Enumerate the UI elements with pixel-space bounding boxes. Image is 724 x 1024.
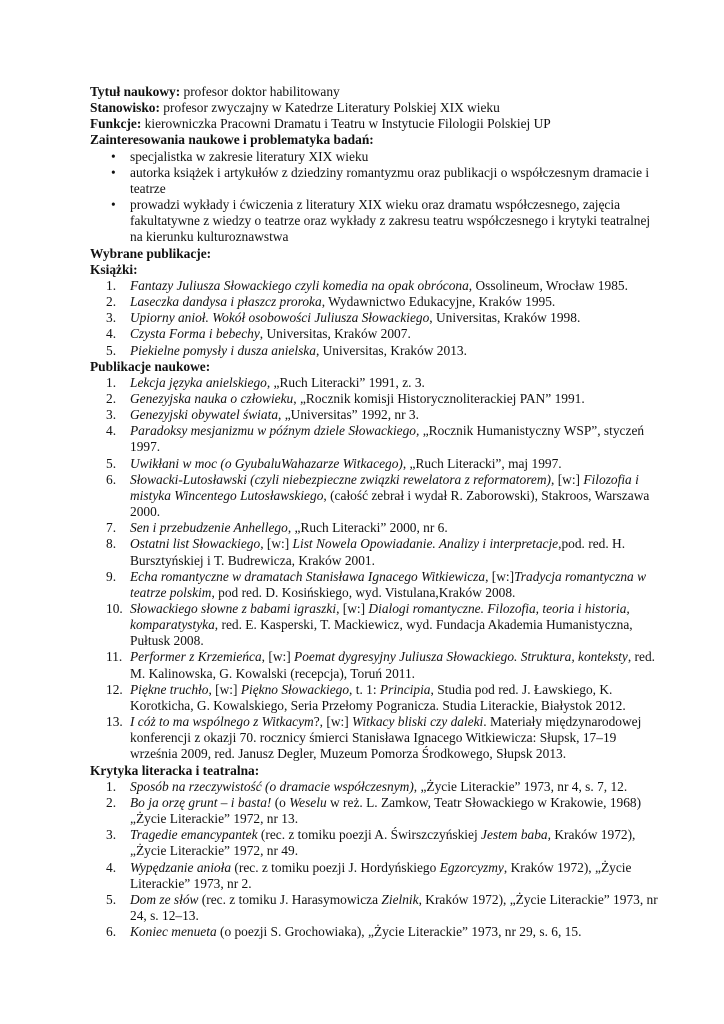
item-text: , [w:] bbox=[336, 601, 369, 616]
item-text: (rec. z tomiku poezji J. Hordyńskiego bbox=[231, 859, 440, 875]
item-title: Ostatni list Słowackiego bbox=[130, 536, 261, 552]
item-text: , [w:] bbox=[208, 681, 241, 697]
item-number: 8. bbox=[106, 536, 117, 552]
item-number: 3. bbox=[106, 407, 117, 423]
item-text: , [w:] bbox=[261, 649, 295, 665]
item-title: Witkacy bliski czy daleki bbox=[352, 714, 484, 730]
item-title: Lekcja języka anielskiego bbox=[130, 374, 267, 390]
item-title: Piękno Słowackiego bbox=[240, 681, 350, 697]
item-text: , red. M. Kalinowska, G. Kowalski (recepcja), Toruń 2011. bbox=[130, 649, 656, 681]
title-line bbox=[90, 84, 664, 100]
item-text: , „Ruch Literacki”, maj 1997. bbox=[402, 455, 562, 471]
item-number: 5. bbox=[106, 455, 117, 471]
item-number: 4. bbox=[106, 423, 117, 439]
item-number: 2. bbox=[106, 390, 117, 406]
item-title: Echa romantyczne w dramatach Stanisława Ignacego Witkiewicza bbox=[130, 568, 486, 584]
criticism-item bbox=[106, 778, 664, 795]
item-title: Bo ja orzę grunt – i basta! bbox=[130, 794, 272, 810]
item-number: 3. bbox=[106, 827, 117, 843]
item-text: ?, [w:] bbox=[313, 714, 353, 730]
item-title: Wypędzanie anioła bbox=[130, 859, 232, 875]
title-value: profesor doktor habilitowany bbox=[180, 84, 340, 99]
item-title: Principia bbox=[379, 681, 431, 697]
criticism-heading: Krytyka literacka i teatralna: bbox=[90, 762, 260, 778]
scientific-publication-item bbox=[106, 520, 664, 536]
books-list bbox=[90, 278, 664, 359]
scientific-publication-item bbox=[106, 455, 664, 472]
item-text: , „Ruch Literacki” 2000, nr 6. bbox=[287, 520, 448, 536]
item-text: , [w:] bbox=[485, 568, 515, 584]
functions-label: Funkcje: bbox=[90, 116, 142, 132]
item-title: Jestem baba, bbox=[481, 827, 551, 843]
item-number: 1. bbox=[106, 778, 117, 794]
item-text: ,pod. red. H. Bursztyńskiej i T. Budrewicza, Kraków 2001. bbox=[130, 536, 626, 568]
item-text: „Rocznik Humanistyczny WSP”, styczeń 1997. bbox=[130, 423, 645, 455]
item-title: Genezyjska nauka o człowieku bbox=[130, 390, 294, 406]
item-title: Dialogi romantyczne. Filozofia, teoria i historia, komparatystyka bbox=[130, 601, 630, 633]
item-number: 10. bbox=[106, 601, 123, 616]
interests-heading: Zainteresowania naukowe i problematyka badań: bbox=[90, 132, 374, 148]
criticism-item bbox=[106, 859, 664, 892]
item-title: Performer z Krzemieńca bbox=[130, 649, 262, 665]
item-text: , Kraków 1972), „Życie Literackie” 1973, nr 2. bbox=[130, 859, 632, 891]
scientific-publication-item bbox=[106, 714, 664, 762]
scientific-publication-item bbox=[106, 649, 664, 681]
position-value: profesor zwyczajny w Katedrze Literatury Polskiej XIX wieku bbox=[159, 100, 500, 116]
item-number: 4. bbox=[106, 859, 117, 875]
item-number: 13. bbox=[106, 714, 123, 730]
interests-list bbox=[90, 149, 664, 246]
item-text: , Kraków 1972), „Życie Literackie” 1973, nr 24, s. 12–13. bbox=[130, 891, 658, 923]
item-title: Paradoksy mesjanizmu w późnym dziele Słowackiego, bbox=[130, 423, 420, 439]
scientific-publications-heading: Publikacje naukowe: bbox=[90, 358, 211, 374]
scientific-publication-item bbox=[106, 568, 664, 601]
item-title: Dom ze słów bbox=[130, 891, 199, 907]
item-text: Kraków 1972), „Życie Literackie” 1972, nr 49. bbox=[130, 827, 636, 859]
item-text: , [w:] bbox=[260, 536, 293, 552]
functions-line bbox=[90, 116, 664, 132]
book-item: 1. Fantazy Juliusza Słowackiego czyli komedia na opak obrócona, Ossolineum, Wrocław 1985. bbox=[106, 277, 628, 293]
scientific-publication-item bbox=[106, 374, 664, 391]
criticism-list bbox=[90, 779, 664, 941]
selected-publications-heading: Wybrane publikacje: bbox=[90, 245, 212, 261]
item-title: Sen i przebudzenie Anhellego bbox=[130, 520, 288, 536]
scientific-publication-item bbox=[106, 471, 664, 520]
item-title: Weselu bbox=[289, 794, 327, 810]
criticism-item bbox=[106, 924, 664, 940]
item-number: 9. bbox=[106, 568, 117, 584]
books-heading: Książki: bbox=[90, 261, 138, 277]
item-number: 12. bbox=[106, 681, 123, 697]
item-text: , red. E. Kasperski, T. Mackiewicz, wyd. Fundacja Akademia Humanistyczna, Pułtusk 2008. bbox=[130, 617, 633, 649]
item-text: , Studia pod red. J. Ławskiego, K. Korotkicha, G. Kowalskiego, Seria Przełomy Pogranicza. Studia Literackie, Białystok 2012. bbox=[130, 681, 626, 713]
item-text: (rec. z tomiku poezji A. Świrszczyńskiej bbox=[257, 827, 482, 843]
item-title: Koniec menueta bbox=[130, 924, 217, 940]
item-title: Zielnik bbox=[381, 891, 419, 907]
item-title: Słowackiego słowne z babami igraszki bbox=[130, 601, 337, 616]
position-line bbox=[90, 100, 664, 116]
book-item: 2. Laseczka dandysa i płaszcz proroka, Wydawnictwo Edukacyjne, Kraków 1995. bbox=[106, 294, 556, 310]
item-title: Słowacki-Lutosławski (czyli niebezpieczne związki rewelatora z reformatorem) bbox=[130, 471, 552, 487]
scientific-publication-item bbox=[106, 601, 664, 649]
item-title: List Nowela Opowiadanie. Analizy i interpretacje bbox=[292, 536, 559, 552]
item-number: 6. bbox=[106, 924, 117, 940]
criticism-item bbox=[106, 794, 664, 827]
item-title: Uwikłani w moc (o GyubaluWahazarze Witkacego) bbox=[130, 455, 403, 471]
item-text: , t. 1: bbox=[349, 681, 380, 697]
item-title: Sposób na rzeczywistość (o dramacie współczesnym) bbox=[130, 778, 414, 794]
scientific-publication-item bbox=[106, 390, 664, 407]
item-title: Poemat dygresyjny Juliusza Słowackiego. Struktura, konteksty bbox=[294, 649, 628, 665]
item-title: Piękne truchło bbox=[130, 681, 209, 697]
item-text: , „Universitas” 1992, nr 3. bbox=[278, 407, 419, 423]
scientific-publication-item bbox=[106, 407, 664, 423]
scientific-publication-item bbox=[106, 536, 664, 568]
item-text: , „Ruch Literacki” 1991, z. 3. bbox=[266, 374, 425, 390]
item-text: . Materiały międzynarodowej konferencji z okazji 70. rocznicy śmierci Stanisława Ignacego Witkiewicza: Słupsk, 17–19 września 2009, red. Janusz Degler, Muzeum Pomorza Środkowego, Słupsk 2013. bbox=[130, 714, 642, 762]
interest-item: • autorka książek i artykułów z dziedziny romantyzmu oraz publikacji o współczesnym dramacie i teatrze bbox=[130, 165, 664, 197]
item-number: 7. bbox=[106, 520, 117, 536]
item-number: 11. bbox=[106, 649, 123, 665]
item-text: , pod red. D. Kosińskiego, wyd. Vistulana,Kraków 2008. bbox=[211, 584, 516, 600]
title-label: Tytuł naukowy: bbox=[90, 84, 181, 99]
item-text: (rec. z tomiku J. Harasymowicza bbox=[198, 891, 382, 907]
scientific-publication-item bbox=[106, 681, 664, 714]
item-title: Tradycja romantyczna w teatrze polskim bbox=[130, 568, 646, 600]
criticism-item bbox=[106, 827, 664, 859]
item-number: 2. bbox=[106, 794, 117, 810]
interest-item: • specjalistka w zakresie literatury XIX wieku bbox=[130, 149, 664, 165]
item-number: 1. bbox=[106, 374, 117, 390]
item-title: Genezyjski obywatel świata bbox=[130, 407, 279, 423]
item-text: , „Rocznik komisji Historycznoliterackiej PAN” 1991. bbox=[293, 390, 585, 406]
interest-item: • prowadzi wykłady i ćwiczenia z literatury XIX wieku oraz dramatu współczesnego, zajęcia fakultatywne z wiedzy o teatrze oraz wykłady z zakresu teatru współczesnego i krytyki teatralnej na kierunku kulturoznawstwa bbox=[130, 197, 664, 245]
functions-value: kierowniczka Pracowni Dramatu i Teatru w Instytucie Filologii Polskiej UP bbox=[141, 116, 551, 132]
book-item: 5. Piekielne pomysły i dusza anielska, Universitas, Kraków 2013. bbox=[106, 342, 467, 358]
scientific-publications-list bbox=[90, 375, 664, 763]
position-label: Stanowisko: bbox=[90, 100, 160, 116]
item-text: , [w:] bbox=[551, 471, 584, 487]
item-text: , (całość zebrał i wydał R. Zaborowski), Stakroos, Warszawa 2000. bbox=[130, 487, 650, 520]
item-title: Egzorcyzmy bbox=[439, 859, 504, 875]
book-item: 4. Czysta Forma i bebechy, Universitas, Kraków 2007. bbox=[106, 326, 411, 342]
item-title: Filozofia i mistyka Wincentego Lutosławskiego bbox=[130, 471, 639, 503]
item-text: w reż. L. Zamkow, Teatr Słowackiego w Krakowie, 1968) „Życie Literackie” 1972, nr 13. bbox=[130, 794, 642, 827]
item-text: (o bbox=[271, 794, 290, 810]
item-title: Tragedie emancypantek bbox=[130, 827, 258, 843]
item-number: 6. bbox=[106, 471, 117, 487]
item-text: , „Życie Literackie” 1973, nr 4, s. 7, 12. bbox=[413, 778, 628, 794]
item-text: (o poezji S. Grochowiaka), „Życie Literackie” 1973, nr 29, s. 6, 15. bbox=[216, 924, 582, 940]
item-title: I cóż to ma wspólnego z Witkacym bbox=[130, 714, 314, 730]
book-item: 3. Upiorny anioł. Wokół osobowości Juliusza Słowackiego, Universitas, Kraków 1998. bbox=[106, 310, 581, 326]
scientific-publication-item bbox=[106, 423, 664, 455]
criticism-item bbox=[106, 891, 664, 924]
item-number: 5. bbox=[106, 891, 117, 907]
